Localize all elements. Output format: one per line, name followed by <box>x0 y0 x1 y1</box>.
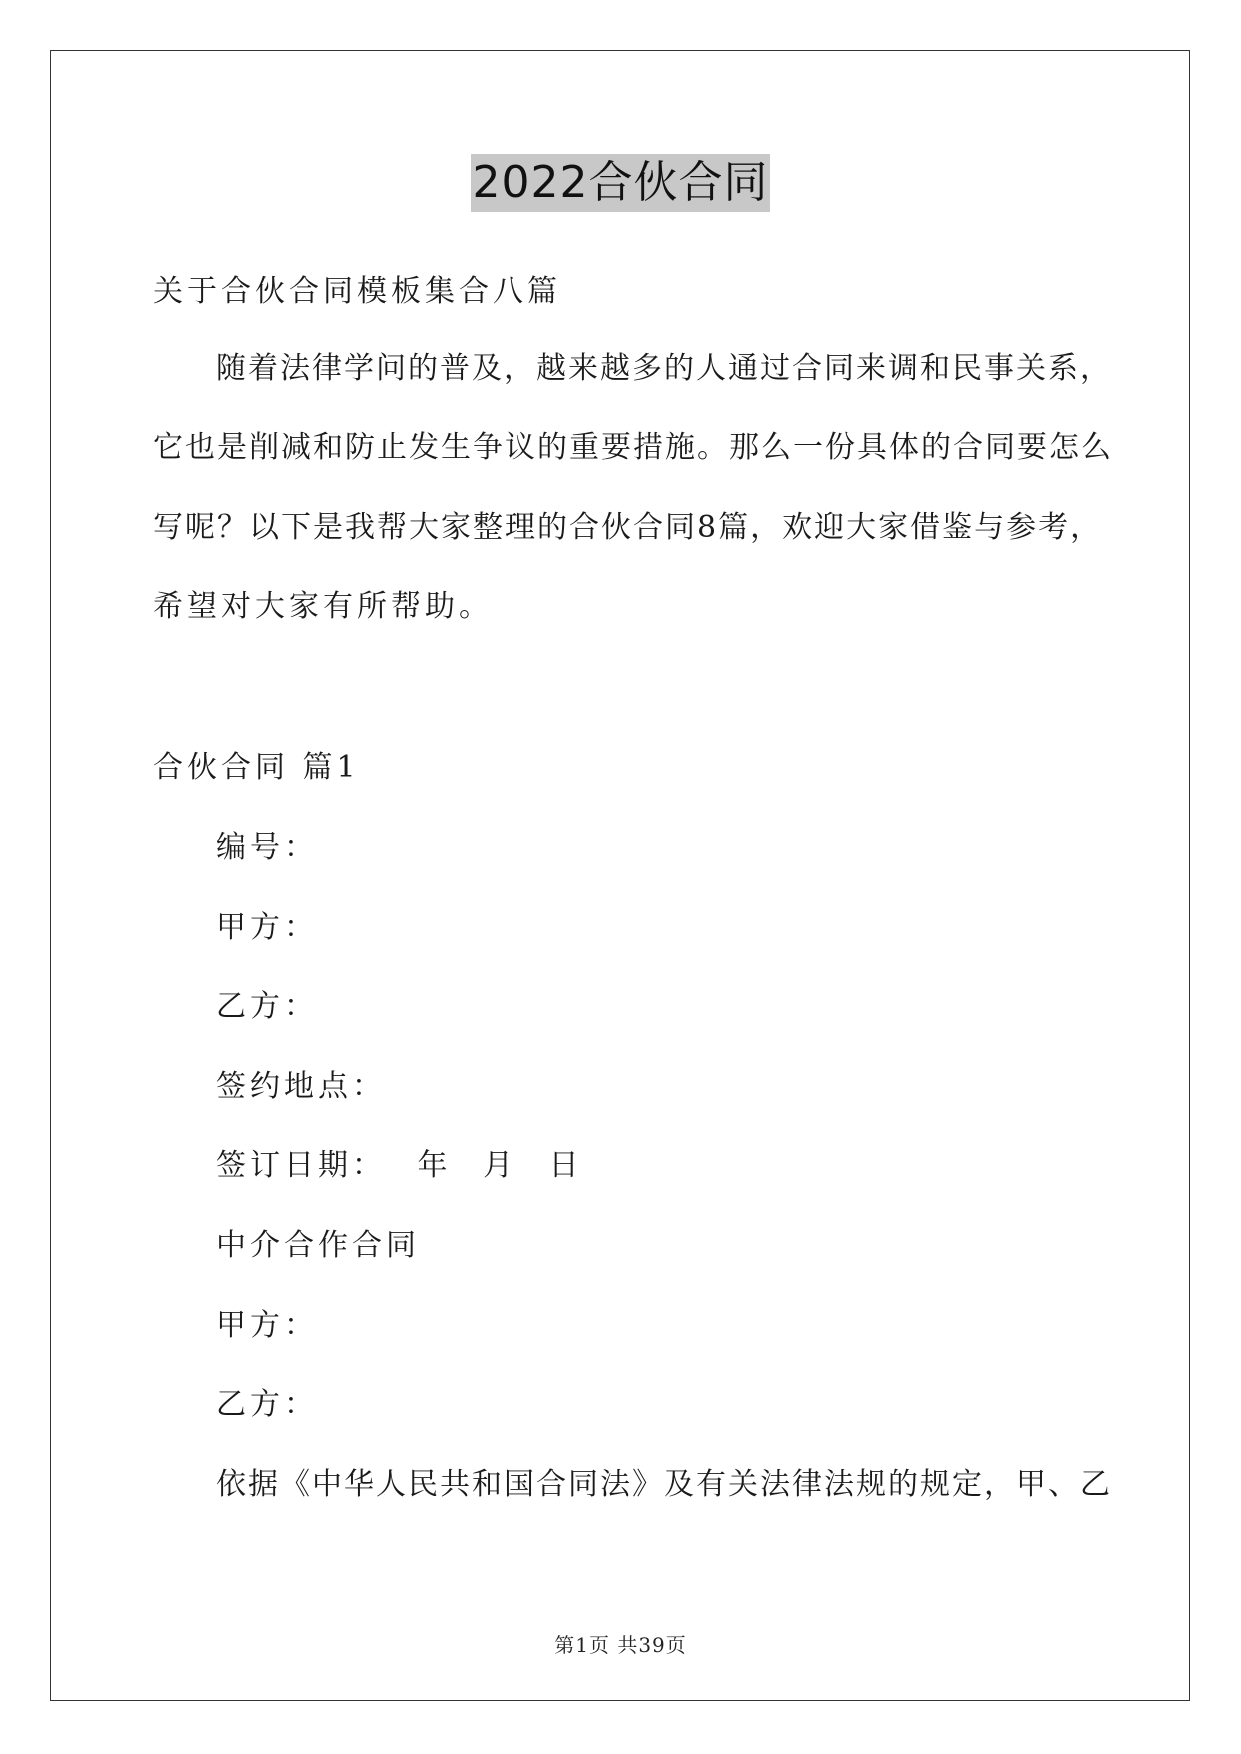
field-party-a: 甲方： <box>216 910 318 945</box>
field-number: 编号： <box>216 830 318 865</box>
field-party-b-2: 乙方： <box>216 1387 318 1422</box>
document-title: 2022合伙合同 <box>471 154 771 212</box>
field-signing-place: 签约地点： <box>216 1069 386 1104</box>
intro-line-1: 随着法律学问的普及，越来越多的人通过合同来调和民事关系， <box>216 351 1112 386</box>
contract-type-heading: 中介合作合同 <box>216 1228 420 1263</box>
legal-basis-line: 依据《中华人民共和国合同法》及有关法律法规的规定，甲、乙 <box>216 1467 1112 1502</box>
section-heading: 合伙合同 篇1 <box>153 750 360 785</box>
intro-line-4: 希望对大家有所帮助。 <box>153 589 493 624</box>
subtitle: 关于合伙合同模板集合八篇 <box>153 274 561 309</box>
intro-line-2: 它也是削减和防止发生争议的重要措施。那么一份具体的合同要怎么 <box>153 430 1113 465</box>
intro-line-3: 写呢？以下是我帮大家整理的合伙合同8篇，欢迎大家借鉴与参考， <box>153 510 1103 545</box>
title-wrap <box>0 154 1241 212</box>
field-party-a-2: 甲方： <box>216 1308 318 1343</box>
field-signing-date: 签订日期： 年 月 日 <box>216 1148 583 1183</box>
page-footer: 第1页 共39页 <box>554 1633 687 1657</box>
field-party-b: 乙方： <box>216 989 318 1024</box>
